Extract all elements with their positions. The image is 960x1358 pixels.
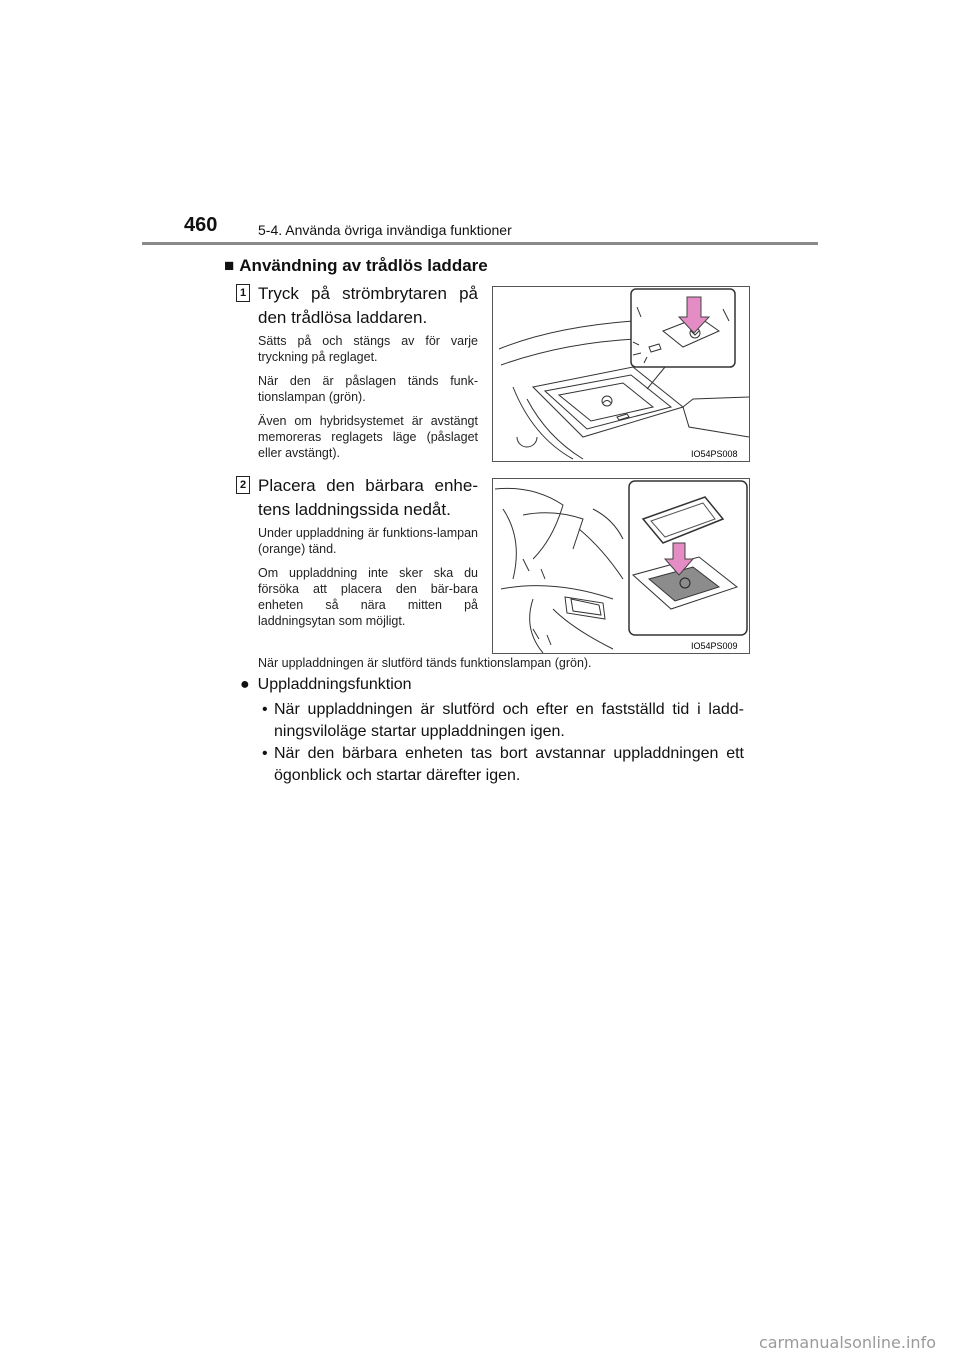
page-number: 460: [184, 214, 218, 236]
section-title: 5-4. Använda övriga invändiga funktioner: [258, 222, 512, 238]
device-placement-illustration: [493, 479, 749, 653]
completion-note: När uppladdningen är slutförd tänds funktionslampan (grön).: [258, 656, 592, 670]
feature-item-1: [262, 699, 744, 743]
watermark: carmanualsonline.info: [758, 1333, 936, 1352]
figure-device-placement: [492, 478, 750, 654]
step-2-note-2: Om uppladdning inte sker ska du försöka att placera den bär-bara enheten så nära mitten på laddningsytan som möjligt.: [258, 566, 478, 628]
step-2-title: Placera den bärbara enhe-tens laddningssida nedåt.: [258, 476, 478, 519]
bullet-icon: ●: [240, 676, 250, 693]
step-2-note-1: Under uppladdning är funktions-lampan (orange) tänd.: [258, 526, 478, 556]
feature-item-2: [262, 743, 744, 787]
step-badge-1: 1: [236, 284, 250, 302]
figure-code-2: IO54PS009: [691, 641, 738, 651]
charger-switch-illustration: [493, 287, 749, 461]
header-rule: [142, 242, 818, 245]
figure-code-1: IO54PS008: [691, 449, 738, 459]
feature-item-2-text: När den bärbara enheten tas bort avstannar uppladdningen ett ögonblick och startar därefter igen.: [274, 745, 744, 784]
step-badge-2: 2: [236, 476, 250, 494]
heading-marker: ■: [224, 256, 235, 275]
feature-heading: [240, 676, 412, 694]
feature-item-1-text: När uppladdningen är slutförd och efter en fastställd tid i ladd-ningsviloläge startar uppladdningen igen.: [274, 701, 744, 740]
bullet-dot-icon: •: [262, 745, 268, 762]
step-1-note-3: Även om hybridsystemet är avstängt memoreras reglagets läge (påslaget eller avstängt).: [258, 414, 478, 460]
bullet-dot-icon: •: [262, 701, 268, 718]
subsection-heading: [224, 256, 488, 276]
step-1-title: Tryck på strömbrytaren på den trådlösa laddaren.: [258, 284, 478, 327]
step-1-note-2: När den är påslagen tänds funk-tionslampan (grön).: [258, 374, 478, 404]
figure-charger-switch: [492, 286, 750, 462]
step-1-note-1: Sätts på och stängs av för varje tryckning på reglaget.: [258, 334, 478, 364]
heading-text: Användning av trådlös laddare: [239, 256, 488, 275]
feature-title: Uppladdningsfunktion: [257, 676, 412, 693]
